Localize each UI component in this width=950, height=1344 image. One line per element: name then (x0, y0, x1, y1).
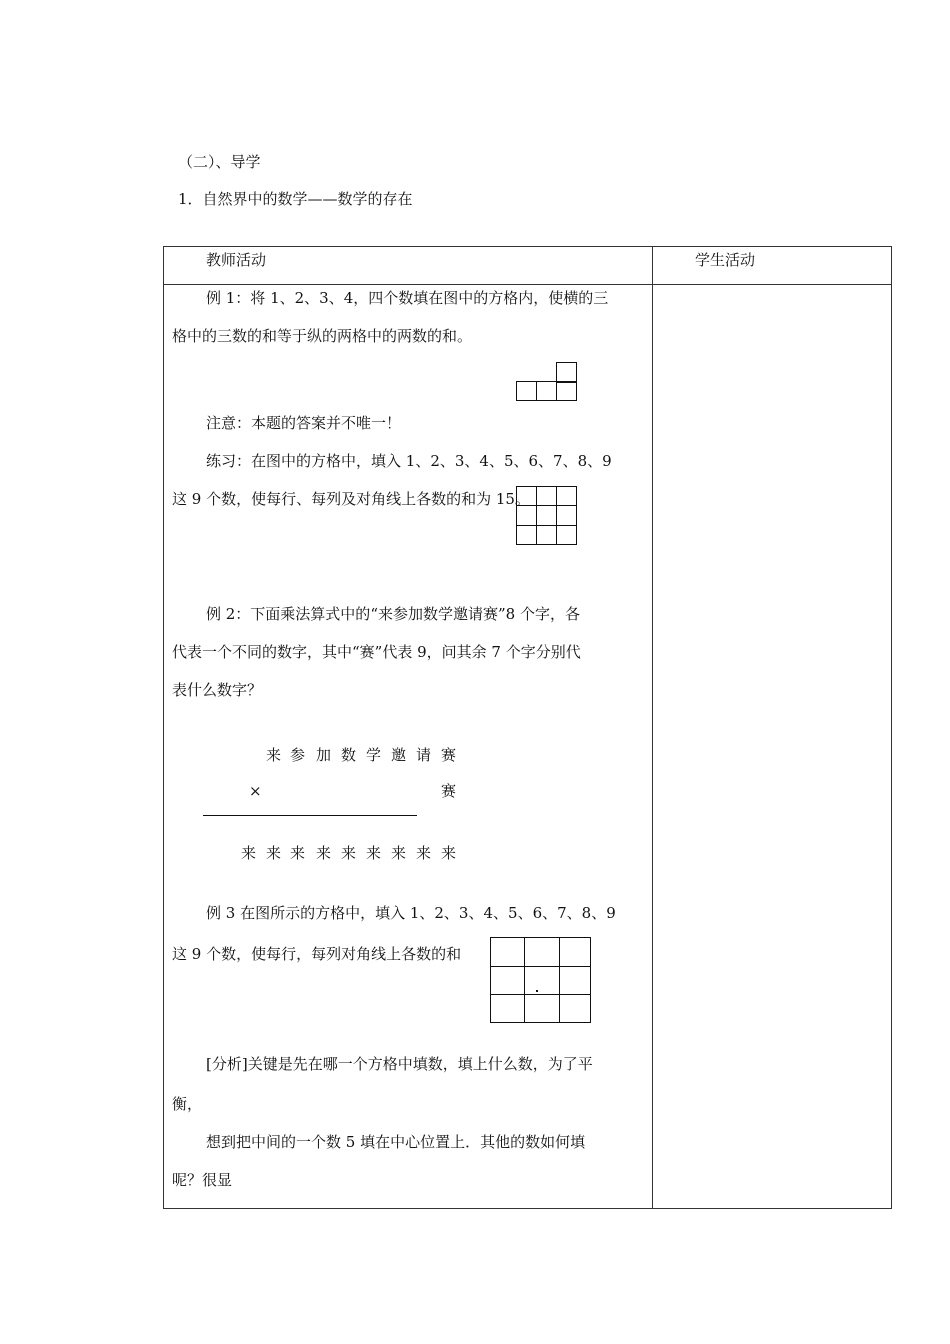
equation-rule-line (203, 815, 417, 816)
result-char: 来 (241, 844, 257, 862)
grid-cell (556, 505, 577, 526)
example1-line2: 格中的三数的和等于纵的两格中的两数的和。 (172, 327, 473, 345)
practice-line1: 练习：在图中的方格中，填入 1、2、3、4、5、6、7、8、9 (206, 452, 612, 470)
example1-line1: 例 1：将 1、2、3、4，四个数填在图中的方格内，使横的三 (206, 289, 609, 307)
result-char: 来 (416, 844, 432, 862)
example2-line2: 代表一个不同的数字，其中“赛”代表 9，问其余 7 个字分别代 (172, 643, 581, 661)
grid-cell (556, 362, 577, 383)
grid-cell (556, 486, 577, 506)
equation-char: 学 (366, 746, 382, 764)
result-char: 来 (341, 844, 357, 862)
example3-line1: 例 3 在图所示的方格中，填入 1、2、3、4、5、6、7、8、9 (206, 904, 616, 922)
times-sign: × (249, 782, 262, 800)
example2-line1: 例 2：下面乘法算式中的“来参加数学邀请赛”8 个字，各 (206, 605, 580, 623)
equation-char: 加 (316, 746, 332, 764)
grid-cell (490, 994, 525, 1023)
grid-cell (524, 994, 560, 1023)
grid-cell (559, 994, 591, 1023)
equation-char: 来 (266, 746, 282, 764)
student-activity-header: 学生活动 (695, 251, 756, 269)
teacher-activity-header: 教师活动 (206, 251, 267, 269)
result-char: 来 (316, 844, 332, 862)
grid-cell (556, 381, 577, 401)
result-char: 来 (441, 844, 457, 862)
section-heading: （二）、导学 (178, 153, 261, 171)
equation-multiplier: 赛 (441, 782, 457, 800)
grid-cell (556, 525, 577, 545)
grid-cell (516, 505, 537, 526)
equation-char: 邀 (391, 746, 407, 764)
grid-cell (559, 966, 591, 995)
equation-char: 参 (290, 746, 306, 764)
grid-cell (536, 486, 557, 506)
grid-cell (536, 525, 557, 545)
grid-cell (490, 966, 525, 995)
analysis-line3: 想到把中间的一个数 5 填在中心位置上．其他的数如何填 (206, 1133, 586, 1151)
grid-cell (559, 937, 591, 967)
grid-cell (490, 937, 525, 967)
table-column-divider (652, 246, 653, 1208)
grid-cell (524, 937, 560, 967)
analysis-line4: 呢？很显 (172, 1171, 233, 1189)
grid-cell (536, 505, 557, 526)
equation-char: 数 (341, 746, 357, 764)
equation-char: 赛 (441, 746, 457, 764)
analysis-line2: 衡， (172, 1095, 203, 1113)
result-char: 来 (391, 844, 407, 862)
analysis-line1: [分析]关键是先在哪一个方格中填数，填上什么数，为了平 (206, 1055, 593, 1073)
result-char: 来 (266, 844, 282, 862)
grid-cell (524, 966, 560, 995)
section-subtitle: 1．自然界中的数学——数学的存在 (178, 190, 413, 208)
grid-cell (536, 381, 557, 401)
grid-cell (516, 486, 537, 506)
result-char: 来 (366, 844, 382, 862)
practice-line2: 这 9 个数，使每行、每列及对角线上各数的和为 15。 (172, 490, 530, 508)
note-text: 注意：本题的答案并不唯一！ (206, 414, 402, 432)
example2-line3: 表什么数字？ (172, 681, 263, 699)
grid-cell (516, 381, 537, 401)
result-char: 来 (290, 844, 306, 862)
equation-char: 请 (416, 746, 432, 764)
center-dot (536, 990, 538, 992)
grid-cell (516, 525, 537, 545)
example3-line2: 这 9 个数，使每行，每列对角线上各数的和 (172, 945, 462, 963)
